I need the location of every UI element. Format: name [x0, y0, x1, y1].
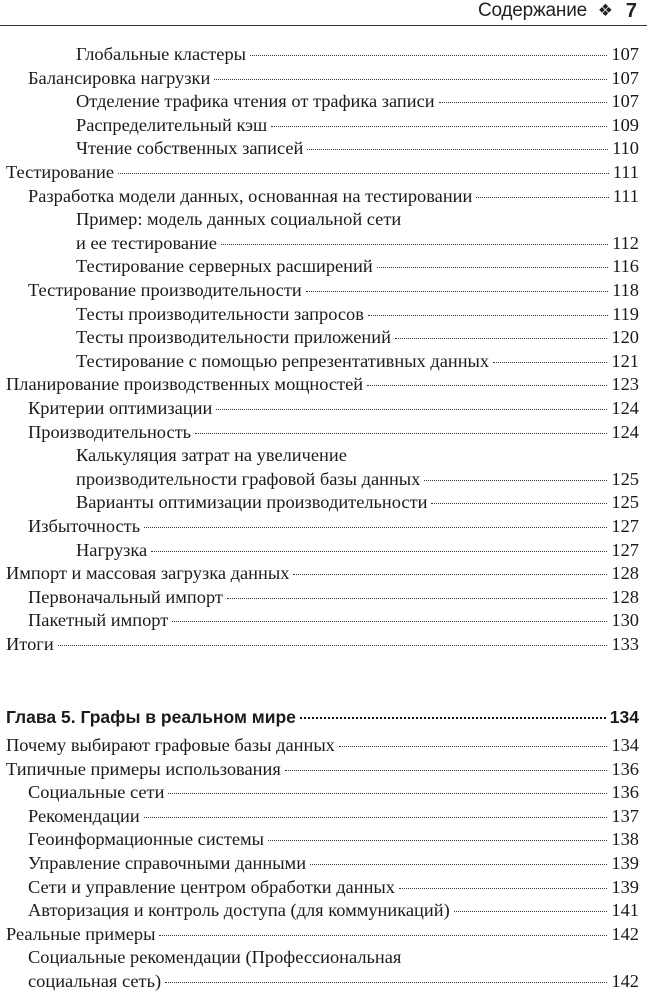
toc-entry-title: Социальные рекомендации (Профессиональная [28, 947, 402, 968]
toc-entry[interactable] [0, 561, 639, 585]
toc-entry-title: Нагрузка [76, 539, 148, 560]
dot-leader [307, 149, 608, 150]
toc-entry-title: Геоинформационные системы [28, 829, 265, 850]
header-section-title: Содержание [477, 0, 587, 21]
toc-page-number: 128 [611, 563, 639, 584]
toc-entry[interactable] [0, 827, 639, 851]
dot-leader [454, 911, 608, 912]
dot-leader [368, 315, 608, 316]
dot-leader [118, 173, 609, 174]
toc-entry-title: Тестирование с помощью репрезентативных данных [76, 350, 490, 371]
toc-entry-title: Пакетный импорт [28, 610, 169, 631]
toc-entry[interactable] [0, 254, 639, 278]
dot-leader [293, 574, 607, 575]
toc-entry-title: Типичные примеры использования [6, 758, 281, 779]
toc-page-number: 111 [612, 162, 639, 182]
toc-page-number: 124 [611, 421, 639, 442]
toc-entry-title: Избыточность [28, 516, 141, 536]
toc-entry[interactable] [0, 875, 639, 899]
header-divider [0, 25, 647, 26]
dot-leader [439, 102, 608, 103]
toc-entry-title: Рекомендации [28, 805, 140, 826]
toc-page-number: 111 [612, 185, 639, 206]
toc-entry-title: Управление справочными данными [28, 853, 307, 873]
dot-leader [151, 551, 607, 552]
toc-page-number: 138 [611, 829, 639, 850]
dot-leader [250, 55, 607, 56]
toc-entry-title: Планирование производственных мощностей [6, 374, 364, 395]
toc-entry-title: Чтение собственных записей [76, 138, 304, 159]
toc-page-number: 133 [611, 634, 639, 654]
dot-leader [285, 770, 608, 771]
dot-leader [476, 197, 608, 198]
toc-page-number: 110 [612, 138, 639, 159]
toc-entry-title: Реальные примеры [6, 923, 156, 944]
dot-leader [424, 480, 607, 481]
toc-entry-title: Производительность [28, 421, 192, 442]
toc-entry[interactable] [0, 302, 639, 326]
dot-leader [339, 746, 608, 747]
toc-entry[interactable] [0, 184, 639, 208]
dot-leader [377, 267, 608, 268]
toc-page-number: 136 [611, 758, 639, 779]
toc-page-number: 118 [612, 280, 639, 300]
toc-page-number: 124 [611, 398, 639, 418]
toc-entry[interactable] [0, 136, 639, 160]
chapter-title: Глава 5. Графы в реальном мире [6, 707, 296, 727]
toc-entry[interactable] [0, 757, 639, 781]
toc-page-number: 121 [611, 350, 639, 371]
toc-page-number: 127 [611, 539, 639, 560]
toc-page-number: 127 [611, 516, 639, 536]
toc-page-number: 128 [611, 586, 639, 607]
toc-page-number: 136 [611, 782, 639, 803]
toc-page-number: 130 [611, 610, 639, 631]
ornament-icon: ❖ [597, 1, 613, 21]
toc-entry-title: Балансировка нагрузки [28, 67, 211, 88]
dot-leader [221, 244, 608, 245]
toc-entry[interactable] [0, 325, 639, 349]
toc-entry-title: Тестирование производительности [28, 280, 302, 300]
toc-entry[interactable] [0, 66, 639, 90]
toc-page-number: 142 [611, 923, 639, 944]
toc-page-number: 125 [611, 469, 639, 490]
dot-leader [214, 79, 607, 80]
toc-entry[interactable] [0, 898, 639, 922]
dot-leader [395, 338, 607, 339]
toc-entry-title: Итоги [6, 634, 54, 654]
toc-entry[interactable] [0, 443, 639, 491]
toc-page-number: 139 [611, 853, 639, 873]
toc-entry[interactable] [0, 851, 639, 875]
toc-entry[interactable] [0, 780, 639, 804]
toc-entry[interactable] [0, 396, 639, 420]
toc-entry[interactable] [0, 420, 639, 444]
toc-entry-title: Тесты производительности приложений [76, 327, 391, 348]
dot-leader [195, 433, 607, 434]
toc-entry[interactable] [0, 922, 639, 946]
toc-entry[interactable] [0, 608, 639, 632]
chapter-page-number: 134 [609, 707, 639, 727]
dot-leader [165, 982, 607, 983]
toc-page-number: 120 [611, 327, 639, 348]
dot-leader [271, 126, 607, 127]
dot-leader [216, 409, 607, 410]
toc-page-number: 112 [612, 233, 639, 254]
toc-entry-title: Разработка модели данных, основанная на тестировании [28, 185, 473, 206]
toc-entry[interactable] [0, 490, 639, 514]
toc-entry-title: Почему выбирают графовые базы данных [6, 735, 335, 755]
toc-entry-title: Импорт и массовая загрузка данных [6, 563, 290, 584]
toc-entry[interactable] [0, 585, 639, 609]
toc-entry-title: Социальные сети [28, 782, 165, 803]
toc-page-number: 139 [611, 876, 639, 897]
dot-leader [306, 291, 608, 292]
toc-entry-title: Тестирование серверных расширений [76, 256, 373, 277]
toc-page-number: 134 [611, 735, 639, 755]
toc-entry-title: Первоначальный импорт [28, 586, 223, 607]
chapter-heading[interactable] [0, 705, 639, 729]
dot-leader [300, 717, 606, 719]
toc-entry-title: социальная сеть) [28, 971, 162, 992]
toc-page-number: 141 [611, 900, 639, 921]
toc-entry-title: и ее тестирование [76, 233, 217, 254]
dot-leader [159, 935, 607, 936]
toc-page-number: 123 [611, 374, 639, 395]
toc-entry[interactable] [0, 733, 639, 757]
toc-entry[interactable] [0, 538, 639, 562]
toc-entry-title: Распределительный кэш [76, 114, 268, 135]
toc-entry-title: Критерии оптимизации [28, 398, 213, 418]
dot-leader [399, 888, 607, 889]
toc-entry-title: Варианты оптимизации производительности [76, 492, 428, 513]
dot-leader [268, 840, 607, 841]
dot-leader [58, 645, 608, 646]
toc-entry[interactable] [0, 113, 639, 137]
toc-page-number: 107 [611, 44, 639, 64]
toc-page-number: 109 [611, 114, 639, 135]
toc-entry[interactable] [0, 89, 639, 113]
toc-entry[interactable] [0, 372, 639, 396]
toc-entry[interactable] [0, 207, 639, 255]
toc-entry-title: Калькуляция затрат на увеличение [76, 445, 347, 466]
dot-leader [144, 817, 608, 818]
toc-entry[interactable] [0, 945, 639, 993]
toc-entry[interactable] [0, 160, 639, 184]
toc-entry[interactable] [0, 278, 639, 302]
toc-entry-title: Авторизация и контроль доступа (для коммуникаций) [28, 900, 450, 921]
dot-leader [367, 385, 607, 386]
toc-page-number: 116 [612, 256, 639, 277]
dot-leader [310, 864, 607, 865]
toc-page-number: 119 [612, 303, 639, 324]
dot-leader [172, 621, 607, 622]
toc-page-number: 107 [611, 67, 639, 88]
toc-entry-title: Тесты производительности запросов [76, 303, 364, 324]
toc-entry[interactable] [0, 632, 639, 656]
toc-entry-title: Отделение трафика чтения от трафика записи [76, 91, 435, 112]
toc-entry[interactable] [0, 804, 639, 828]
dot-leader [144, 527, 607, 528]
toc-page-number: 142 [611, 971, 639, 992]
toc-entry-title: производительности графовой базы данных [76, 469, 421, 490]
toc-entry[interactable] [0, 349, 639, 373]
toc-entry-title: Тестирование [6, 162, 115, 182]
toc-entry[interactable] [0, 42, 639, 66]
toc-entry-title: Сети и управление центром обработки данных [28, 876, 395, 897]
toc-page-number: 137 [611, 805, 639, 826]
dot-leader [431, 503, 607, 504]
toc-page-number: 125 [611, 492, 639, 513]
running-header [0, 0, 647, 26]
toc-page-number: 107 [611, 91, 639, 112]
header-page-number: 7 [625, 0, 637, 22]
toc-entry-title: Глобальные кластеры [76, 44, 247, 64]
dot-leader [227, 598, 607, 599]
dot-leader [493, 362, 607, 363]
toc-entry-title: Пример: модель данных социальной сети [76, 209, 402, 230]
toc-entry[interactable] [0, 514, 639, 538]
dot-leader [168, 793, 607, 794]
